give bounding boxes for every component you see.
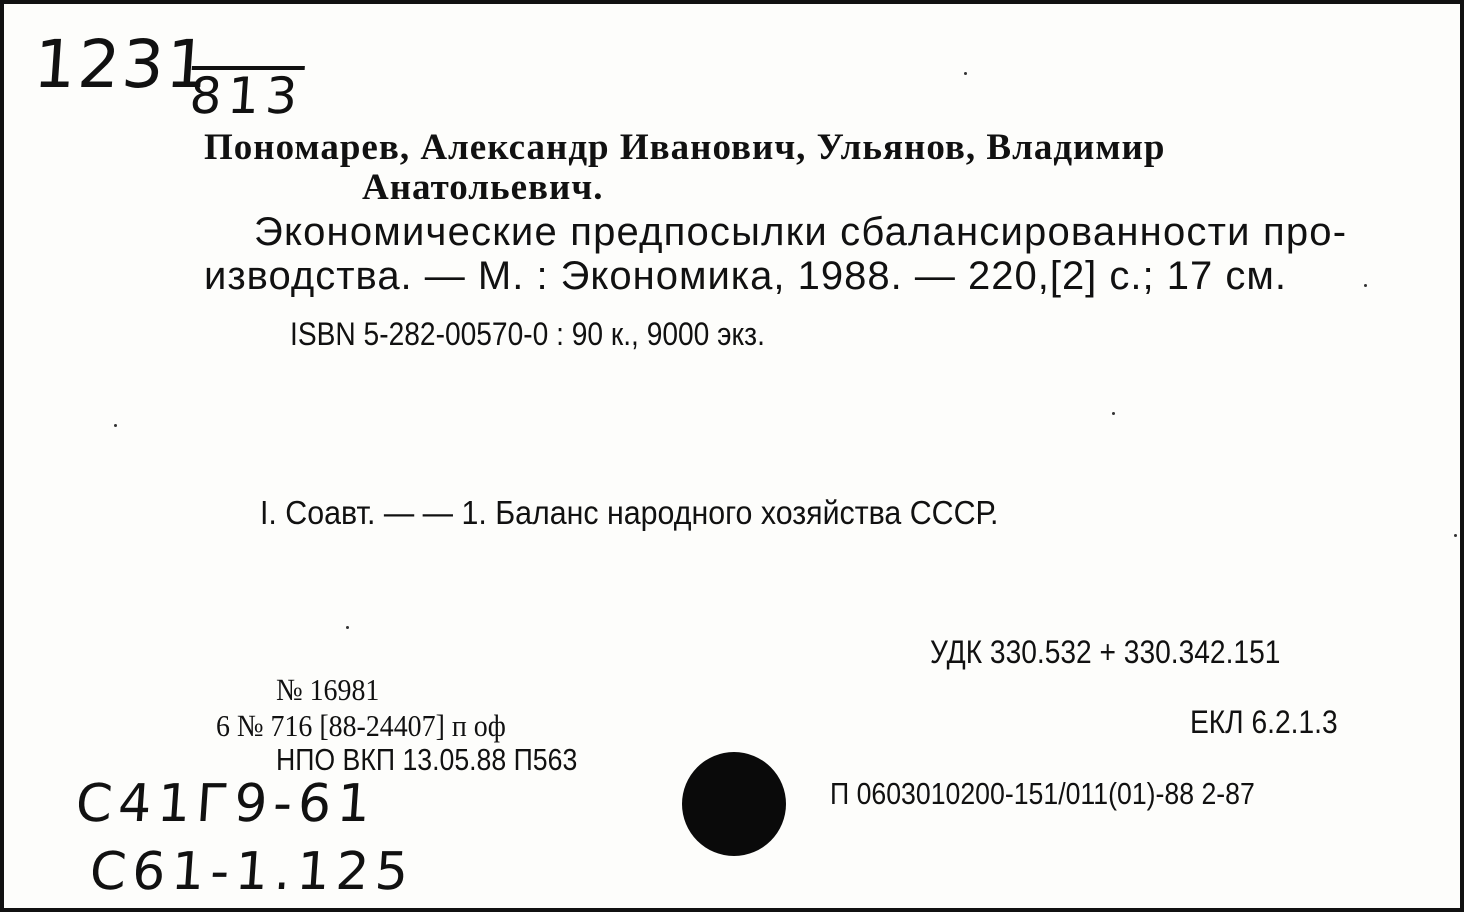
dust-speck bbox=[114, 424, 117, 427]
dust-speck bbox=[346, 626, 349, 629]
punch-hole bbox=[682, 752, 786, 856]
call-number-top: 1231 bbox=[31, 26, 213, 103]
isbn-line: ISBN 5-282-00570-0 : 90 к., 9000 экз. bbox=[290, 316, 765, 352]
dust-speck bbox=[1364, 284, 1367, 287]
title-line-1: Экономические предпосылки сбалансированности про- bbox=[254, 210, 1348, 254]
ekl-code: ЕКЛ 6.2.1.3 bbox=[1190, 704, 1338, 740]
dust-speck bbox=[1454, 534, 1457, 537]
call-number-bottom: 813 bbox=[187, 67, 306, 125]
tracings-line: I. Соавт. — — 1. Баланс народного хозяйства СССР. bbox=[260, 494, 999, 531]
authors-line-2: Анатольевич. bbox=[362, 167, 604, 208]
p-code: П 0603010200-151/011(01)-88 2-87 bbox=[830, 776, 1255, 811]
plate-number: 6 № 716 [88-24407] п оф bbox=[216, 708, 506, 743]
order-number: № 16981 bbox=[276, 672, 380, 707]
title-line-2: изводства. — М. : Экономика, 1988. — 220,[2] с.; 17 см. bbox=[204, 254, 1287, 298]
npo-imprint: НПО ВКП 13.05.88 П563 bbox=[276, 742, 578, 777]
authors-line-1: Пономарев, Александр Иванович, Ульянов, Владимир bbox=[204, 127, 1166, 168]
dust-speck bbox=[1112, 412, 1115, 415]
handwritten-shelfmark-2: С61-1.125 bbox=[87, 842, 417, 902]
dust-speck bbox=[964, 72, 967, 75]
handwritten-shelfmark-1: С41Г9-61 bbox=[73, 774, 379, 834]
udk-code: УДК 330.532 + 330.342.151 bbox=[930, 634, 1281, 670]
